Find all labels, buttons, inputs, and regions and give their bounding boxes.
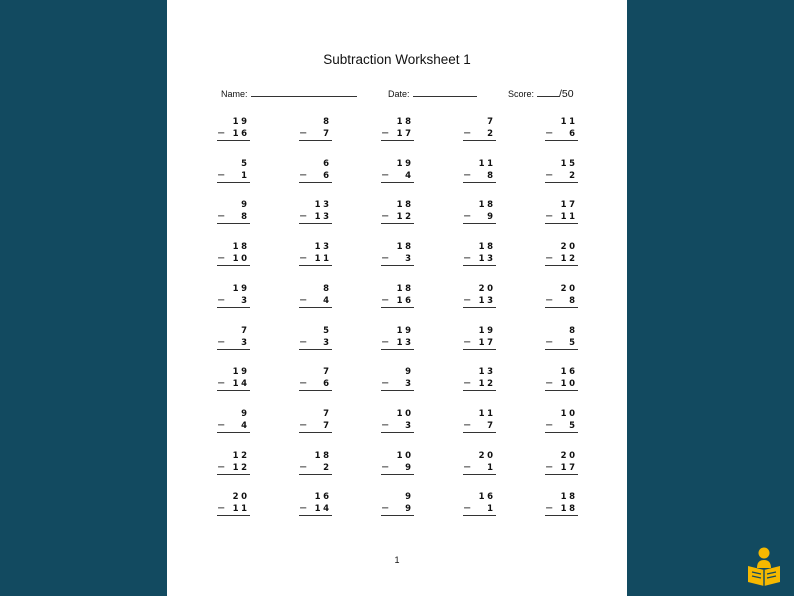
minus-sign: −: [545, 419, 554, 431]
subtrahend-row: [299, 462, 332, 475]
subtrahend: 6: [569, 129, 578, 139]
subtrahend-row: [463, 337, 496, 350]
subtrahend-row: [299, 337, 332, 350]
subtrahend-row: [545, 337, 578, 350]
subtraction-problem: [381, 241, 414, 266]
minus-sign: −: [381, 294, 390, 306]
minuend: 9: [405, 367, 414, 378]
minuend: 7: [241, 325, 250, 336]
subtrahend-row: [463, 253, 496, 266]
minuend: 19: [396, 325, 414, 336]
subtraction-problem: [545, 199, 578, 224]
subtrahend: 5: [569, 337, 578, 348]
minuend: 19: [478, 325, 496, 336]
subtrahend-row: [217, 462, 250, 475]
subtrahend-row: [381, 253, 414, 266]
subtraction-problem: [217, 325, 250, 350]
subtrahend-row: [299, 253, 332, 266]
subtraction-problem: [381, 450, 414, 475]
minus-sign: −: [381, 378, 390, 390]
subtraction-problem: [299, 408, 332, 433]
subtraction-problem: [545, 283, 578, 308]
score-total: /50: [559, 88, 574, 100]
minuend: 10: [396, 408, 414, 419]
minus-sign: −: [217, 128, 226, 139]
subtrahend-row: [217, 170, 250, 183]
minus-sign: −: [381, 419, 390, 431]
subtrahend: 11: [560, 212, 578, 223]
minus-sign: −: [299, 461, 308, 473]
minus-sign: −: [381, 336, 390, 348]
subtrahend: 1: [241, 170, 250, 181]
subtraction-problem: [217, 116, 250, 141]
minus-sign: −: [299, 294, 308, 306]
minus-sign: −: [463, 169, 472, 181]
minuend: 7: [323, 367, 332, 378]
subtraction-problem: [463, 491, 496, 516]
subtraction-problem: [381, 325, 414, 350]
subtrahend: 13: [396, 337, 414, 348]
subtrahend: 6: [323, 170, 332, 181]
subtraction-problem: [217, 450, 250, 475]
subtrahend: 16: [396, 295, 414, 306]
minuend: 16: [478, 492, 496, 503]
subtrahend-row: [463, 420, 496, 433]
subtrahend-row: [217, 128, 250, 141]
subtraction-problem: [463, 283, 496, 308]
date-field: [388, 88, 477, 99]
minuend: 17: [560, 200, 578, 211]
subtraction-problem: [463, 450, 496, 475]
minus-sign: −: [545, 503, 554, 515]
subtraction-problem: [381, 199, 414, 224]
minuend: 13: [314, 242, 332, 253]
minuend: 18: [396, 117, 414, 127]
subtraction-problem: [299, 199, 332, 224]
minuend: 10: [396, 450, 414, 461]
subtrahend: 7: [323, 420, 332, 431]
minuend: 18: [396, 200, 414, 211]
minus-sign: −: [545, 378, 554, 390]
minus-sign: −: [545, 294, 554, 306]
minuend: 18: [478, 242, 496, 253]
score-blank-line: [537, 88, 559, 97]
name-field: [221, 88, 357, 99]
minus-sign: −: [545, 461, 554, 473]
subtraction-problem: [381, 116, 414, 141]
minuend: 18: [396, 242, 414, 253]
subtrahend: 3: [241, 337, 250, 348]
subtraction-problem: [381, 283, 414, 308]
subtrahend-row: [217, 337, 250, 350]
minus-sign: −: [217, 461, 226, 473]
minuend: 16: [314, 492, 332, 503]
subtrahend: 3: [241, 295, 250, 306]
subtrahend-row: [299, 503, 332, 516]
subtrahend: 7: [323, 129, 332, 139]
minuend: 8: [569, 325, 578, 336]
subtrahend: 6: [323, 379, 332, 390]
subtrahend-row: [217, 503, 250, 516]
subtraction-problem: [217, 408, 250, 433]
score-field: [508, 88, 574, 100]
subtraction-problem: [381, 158, 414, 183]
subtraction-problem: [545, 366, 578, 391]
subtraction-problem: [545, 325, 578, 350]
subtrahend: 17: [478, 337, 496, 348]
minus-sign: −: [463, 253, 472, 265]
subtrahend-row: [545, 378, 578, 391]
minus-sign: −: [463, 336, 472, 348]
subtrahend-row: [217, 211, 250, 224]
minus-sign: −: [381, 169, 390, 181]
minuend: 16: [560, 367, 578, 378]
subtraction-problem: [463, 408, 496, 433]
minus-sign: −: [545, 253, 554, 265]
worksheet-page: [167, 0, 627, 596]
subtrahend: 13: [478, 295, 496, 306]
subtraction-problem: [299, 325, 332, 350]
minus-sign: −: [463, 378, 472, 390]
minus-sign: −: [381, 503, 390, 515]
subtrahend: 4: [405, 170, 414, 181]
subtraction-problem: [381, 408, 414, 433]
minuend: 18: [232, 242, 250, 253]
minus-sign: −: [217, 336, 226, 348]
subtrahend: 2: [569, 170, 578, 181]
minuend: 10: [560, 408, 578, 419]
subtraction-problem: [217, 241, 250, 266]
subtraction-problem: [463, 366, 496, 391]
date-blank-line: [413, 88, 477, 97]
subtraction-problem: [463, 199, 496, 224]
subtrahend: 18: [560, 504, 578, 515]
minus-sign: −: [217, 294, 226, 306]
minus-sign: −: [299, 419, 308, 431]
subtrahend-row: [381, 295, 414, 308]
subtrahend-row: [299, 295, 332, 308]
subtrahend: 10: [560, 379, 578, 390]
subtrahend: 1: [487, 462, 496, 473]
subtrahend-row: [463, 503, 496, 516]
subtrahend-row: [545, 170, 578, 183]
minus-sign: −: [381, 211, 390, 223]
date-label: Date:: [388, 89, 410, 99]
minuend: 8: [323, 283, 332, 294]
subtrahend-row: [381, 462, 414, 475]
minus-sign: −: [299, 211, 308, 223]
minuend: 18: [314, 450, 332, 461]
minuend: 12: [232, 450, 250, 461]
subtraction-problem: [545, 491, 578, 516]
minuend: 6: [323, 158, 332, 169]
minus-sign: −: [217, 503, 226, 515]
subtrahend: 11: [232, 504, 250, 515]
minuend: 18: [560, 492, 578, 503]
minus-sign: −: [381, 253, 390, 265]
subtrahend-row: [545, 503, 578, 516]
subtrahend: 2: [323, 462, 332, 473]
subtrahend-row: [463, 295, 496, 308]
minus-sign: −: [217, 378, 226, 390]
subtrahend: 14: [232, 379, 250, 390]
minus-sign: −: [545, 336, 554, 348]
subtrahend: 10: [232, 254, 250, 265]
subtrahend-row: [545, 420, 578, 433]
subtrahend: 2: [487, 129, 496, 139]
subtrahend-row: [463, 211, 496, 224]
subtrahend: 5: [569, 420, 578, 431]
minus-sign: −: [299, 378, 308, 390]
subtrahend-row: [299, 378, 332, 391]
minuend: 15: [560, 158, 578, 169]
subtrahend-row: [463, 128, 496, 141]
subtrahend-row: [217, 295, 250, 308]
name-label: Name:: [221, 89, 248, 99]
subtrahend-row: [381, 378, 414, 391]
subtrahend-row: [545, 211, 578, 224]
subtrahend-row: [463, 378, 496, 391]
minuend: 9: [405, 492, 414, 503]
subtrahend-row: [299, 170, 332, 183]
subtrahend-row: [545, 253, 578, 266]
subtrahend: 8: [487, 170, 496, 181]
minuend: 5: [241, 158, 250, 169]
subtraction-problem: [299, 241, 332, 266]
score-label: Score:: [508, 89, 535, 99]
subtrahend: 8: [569, 295, 578, 306]
subtraction-problem: [299, 116, 332, 141]
subtrahend-row: [299, 420, 332, 433]
minuend: 9: [241, 408, 250, 419]
subtraction-problem: [545, 116, 578, 141]
subtraction-problem: [545, 408, 578, 433]
subtraction-problem: [299, 158, 332, 183]
subtrahend-row: [217, 378, 250, 391]
subtrahend: 13: [314, 212, 332, 223]
minuend: 19: [396, 158, 414, 169]
minus-sign: −: [217, 169, 226, 181]
subtrahend: 7: [487, 420, 496, 431]
subtrahend: 9: [405, 462, 414, 473]
subtrahend-row: [381, 503, 414, 516]
minuend: 5: [323, 325, 332, 336]
subtrahend-row: [217, 253, 250, 266]
subtrahend-row: [381, 170, 414, 183]
minuend: 13: [478, 367, 496, 378]
subtrahend: 8: [241, 212, 250, 223]
subtrahend: 9: [487, 212, 496, 223]
subtrahend: 11: [314, 254, 332, 265]
subtrahend-row: [545, 295, 578, 308]
minuend: 19: [232, 283, 250, 294]
subtraction-problem: [463, 241, 496, 266]
worksheet-title: Subtraction Worksheet 1: [323, 52, 471, 67]
subtrahend: 4: [323, 295, 332, 306]
minus-sign: −: [299, 336, 308, 348]
minus-sign: −: [217, 211, 226, 223]
subtrahend: 1: [487, 504, 496, 515]
minus-sign: −: [463, 503, 472, 515]
subtraction-problem: [463, 116, 496, 141]
minuend: 20: [478, 283, 496, 294]
minuend: 7: [323, 408, 332, 419]
subtraction-problem: [217, 199, 250, 224]
minuend: 13: [314, 200, 332, 211]
subtraction-problem: [299, 450, 332, 475]
minus-sign: −: [463, 419, 472, 431]
subtrahend: 14: [314, 504, 332, 515]
subtrahend: 17: [396, 129, 414, 139]
subtraction-problem: [299, 366, 332, 391]
minus-sign: −: [217, 419, 226, 431]
subtraction-problem: [217, 491, 250, 516]
subtrahend-row: [217, 420, 250, 433]
subtraction-problem: [381, 366, 414, 391]
minuend: 20: [560, 242, 578, 253]
page-number: 1: [394, 555, 400, 565]
subtraction-problem: [299, 491, 332, 516]
subtrahend-row: [545, 128, 578, 141]
minus-sign: −: [463, 211, 472, 223]
minus-sign: −: [545, 128, 554, 139]
minuend: 11: [478, 158, 496, 169]
name-blank-line: [251, 88, 357, 97]
minus-sign: −: [299, 169, 308, 181]
minuend: 9: [241, 200, 250, 211]
minus-sign: −: [381, 128, 390, 139]
subtraction-problem: [217, 283, 250, 308]
minus-sign: −: [463, 294, 472, 306]
minuend: 20: [478, 450, 496, 461]
subtrahend: 13: [478, 254, 496, 265]
subtrahend-row: [299, 128, 332, 141]
minus-sign: −: [463, 461, 472, 473]
minuend: 7: [487, 117, 496, 127]
minuend: 11: [478, 408, 496, 419]
subtrahend: 12: [232, 462, 250, 473]
subtraction-problem: [463, 158, 496, 183]
subtrahend-row: [463, 170, 496, 183]
subtrahend-row: [381, 128, 414, 141]
subtraction-problem: [217, 158, 250, 183]
subtrahend: 3: [405, 420, 414, 431]
subtraction-problem: [217, 366, 250, 391]
subtrahend-row: [381, 337, 414, 350]
subtraction-problem: [545, 450, 578, 475]
subtrahend: 16: [232, 129, 250, 139]
subtrahend: 17: [560, 462, 578, 473]
minus-sign: −: [463, 128, 472, 139]
minus-sign: −: [545, 169, 554, 181]
subtrahend: 12: [560, 254, 578, 265]
minus-sign: −: [217, 253, 226, 265]
subtraction-problem: [381, 491, 414, 516]
minus-sign: −: [299, 128, 308, 139]
subtrahend: 3: [323, 337, 332, 348]
subtrahend-row: [381, 420, 414, 433]
minuend: 20: [560, 283, 578, 294]
subtrahend: 3: [405, 379, 414, 390]
minuend: 18: [396, 283, 414, 294]
minuend: 20: [232, 492, 250, 503]
minuend: 19: [232, 367, 250, 378]
reading-child-icon: [746, 546, 782, 586]
subtraction-problem: [463, 325, 496, 350]
subtrahend: 9: [405, 504, 414, 515]
minuend: 11: [560, 117, 578, 127]
subtrahend-row: [545, 462, 578, 475]
subtraction-problem: [545, 241, 578, 266]
subtraction-problem: [299, 283, 332, 308]
minuend: 8: [323, 117, 332, 127]
subtrahend-row: [463, 462, 496, 475]
subtrahend: 12: [478, 379, 496, 390]
minus-sign: −: [545, 211, 554, 223]
subtrahend: 12: [396, 212, 414, 223]
subtrahend: 3: [405, 254, 414, 265]
subtraction-problem: [545, 158, 578, 183]
minus-sign: −: [299, 253, 308, 265]
subtrahend-row: [381, 211, 414, 224]
subtrahend: 4: [241, 420, 250, 431]
minus-sign: −: [299, 503, 308, 515]
minuend: 19: [232, 117, 250, 127]
minus-sign: −: [381, 461, 390, 473]
minuend: 20: [560, 450, 578, 461]
minuend: 18: [478, 200, 496, 211]
subtrahend-row: [299, 211, 332, 224]
